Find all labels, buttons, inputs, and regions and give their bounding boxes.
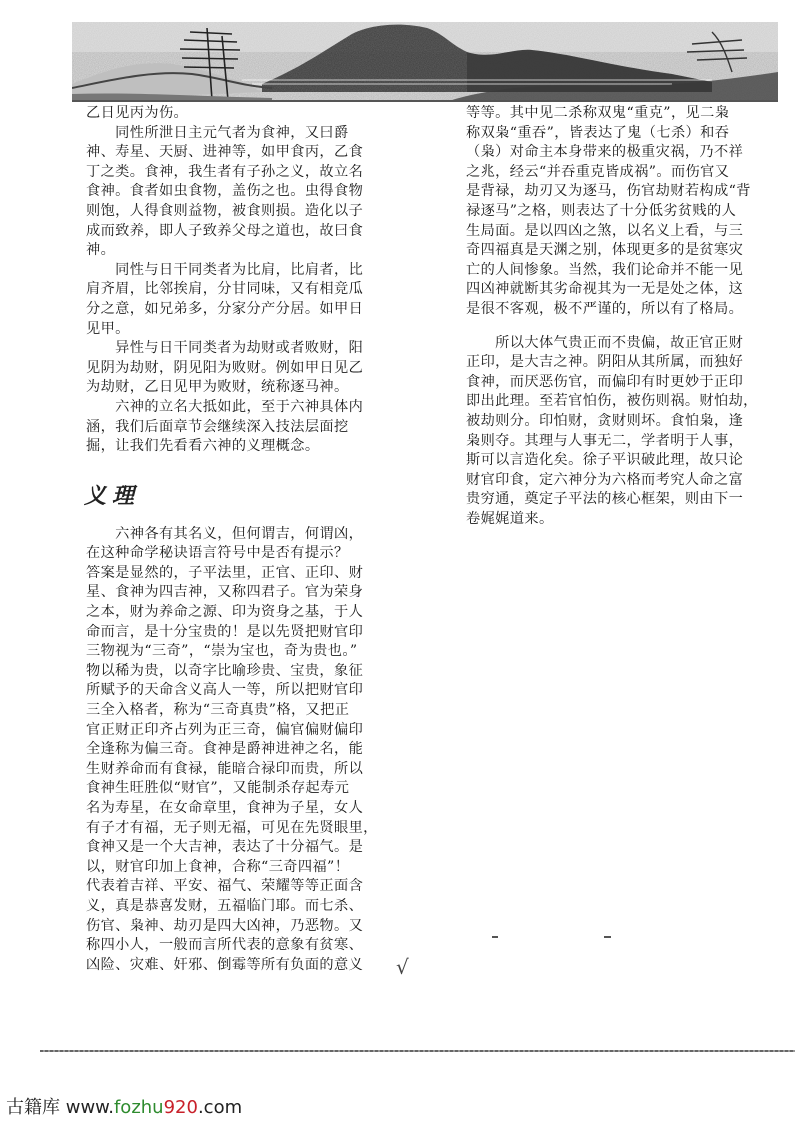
left-paragraphs-after-heading [86, 525, 382, 976]
text-line: 在这种命学秘诀语言符号中是否有提示？ [86, 545, 349, 562]
text-line: 神。 [86, 242, 116, 259]
text-line: 代表着吉祥、平安、福气、荣耀等等正面含 [86, 878, 364, 895]
text-line: 掘，让我们先看看六神的义理概念。 [86, 438, 320, 455]
bottom-rule-divider [40, 1050, 795, 1052]
text-line: 即出此理。至若官怕伤，被伤则祸。财怕劫， [466, 393, 758, 410]
text-line: 涵，我们后面章节会继续深入技法层面挖 [86, 418, 349, 435]
text-line: 等等。其中见二杀称双鬼“重克”，见二枭 [466, 105, 730, 121]
scan-speck [604, 936, 611, 938]
scan-speck [492, 936, 498, 938]
text-line: 三全入格者，称为“三奇真贵”格，又把正 [86, 702, 350, 719]
paragraph [466, 334, 776, 530]
text-line: 义，真是恭喜发财，五福临门耶。而七杀、 [86, 897, 364, 914]
text-line: 枭则夺。其理与人事无二，学者明于人事， [466, 432, 744, 449]
text-line: 被劫则分。印怕财，贪财则坏。食怕枭，逢 [466, 412, 744, 429]
text-line: 物以稀为贵，以奇字比喻珍贵、宝贵，象征 [86, 662, 364, 679]
footer-url[interactable] [66, 1097, 242, 1118]
text-line: 卷娓娓道来。 [466, 510, 554, 527]
text-line: 神、寿星、天厨、进神等，如甲食丙，乙食 [86, 144, 364, 161]
right-text-column [466, 104, 776, 529]
text-line: 见阴为劫财，阴见阳为败财。例如甲日见乙 [86, 359, 364, 376]
text-line: 星、食神为四吉神，又称四君子。官为荣身 [86, 584, 364, 601]
text-line: 是背禄，劫刃又为逐马，伤官劫财若构成“背 [466, 183, 751, 200]
text-line: 六神各有其名义，但何谓吉，何谓凶， [86, 525, 364, 542]
text-line: 所赋予的天命含义高人一等，所以把财官印 [86, 682, 364, 699]
text-line: 食神。食者如虫食物，盖伤之也。虫得食物 [86, 183, 364, 200]
paragraph [86, 124, 382, 261]
text-line: （枭）对命主本身带来的极重灾祸，乃不祥 [466, 144, 744, 161]
text-line: 见甲。 [86, 320, 130, 337]
text-line: 亡的人间惨象。当然，我们论命并不能一见 [466, 261, 744, 278]
text-line: 分之意，如兄弟多，分家分产分居。如甲日 [86, 300, 364, 317]
paragraph-spacer [466, 320, 776, 334]
footer-url-red-part: 920 [163, 1097, 198, 1118]
text-line: 异性与日干同类者为劫财或者败财，阳 [86, 340, 364, 357]
text-line: 是很不客观，极不严谨的，所以有了格局。 [466, 300, 744, 317]
text-line: 正印，是大吉之神。阴阳从其所属，而独好 [466, 354, 744, 371]
text-line: 四凶神就断其劣命视其为一无是处之体，这 [466, 281, 744, 298]
paragraph [86, 525, 382, 976]
left-text-column [86, 104, 382, 975]
text-line: 命而言，是十分宝贵的！是以先贤把财官印 [86, 623, 364, 640]
landscape-painting-illustration [72, 22, 778, 100]
footer-site-name: 古籍库 [6, 1097, 60, 1118]
text-line: 食神生旺胜似“财官”，又能制杀存起寿元 [86, 780, 350, 797]
left-paragraphs-before-heading [86, 104, 382, 457]
paragraph [86, 398, 382, 457]
text-line: 斯可以言造化矣。徐子平识破此理，故只论 [466, 452, 744, 469]
paragraph [466, 104, 776, 320]
text-line: 生局面。是以四凶之煞，以名义上看，与三 [466, 222, 744, 239]
text-line: 财官印食，定六神分为六格而考究人命之富 [466, 471, 744, 488]
text-line: 之本，财为养命之源、印为资身之基，于人 [86, 604, 364, 621]
footer-url-green-part: fozhu [113, 1097, 164, 1118]
text-line: 禄逐马”之格，则表达了十分低劣贫贱的人 [466, 202, 737, 219]
text-line: 有子才有福，无子则无福，可见在先贤眼里， [86, 819, 378, 836]
text-line: 食神，而厌恶伤官，而偏印有时更妙于正印 [466, 373, 744, 390]
paragraph [86, 339, 382, 398]
text-line: 肩齐眉，比邻挨肩，分甘同味，又有相竞瓜 [86, 281, 364, 298]
footer-url-suffix: .com [197, 1097, 243, 1118]
text-line: 答案是显然的，子平法里，正官、正印、财 [86, 564, 364, 581]
text-line: 食神又是一个大吉神，表达了十分福气。是 [86, 839, 364, 856]
text-line: 为劫财，乙日见甲为败财，统称逐马神。 [86, 379, 349, 396]
text-line: 称双枭“重吞”，皆表达了鬼（七杀）和吞 [466, 124, 730, 141]
text-line: 乙日见丙为伤。 [86, 105, 189, 121]
text-line: 贵穷通，奠定子平法的核心框架，则由下一 [466, 491, 744, 508]
text-line: 所以大体气贵正而不贵偏，故正官正财 [466, 334, 744, 351]
text-line: 伤官、枭神、劫刃是四大凶神，乃恶物。又 [86, 917, 364, 934]
text-line: 以，财官印加上食神，合称“三奇四福”！ [86, 858, 350, 875]
text-line: 三物视为“三奇”，“崇为宝也，奇为贵也。” [86, 643, 358, 660]
text-line: 凶险、灾难、奸邪、倒霉等所有负面的意义 [86, 956, 364, 973]
header-banner-landscape-image [72, 22, 778, 102]
text-line: 丁之类。食神，我生者有子孙之义，故立名 [86, 163, 364, 180]
text-line: 之兆，经云“并吞重克皆成祸”。而伤官又 [466, 163, 730, 180]
text-line: 同性与日干同类者为比肩，比肩者，比 [86, 261, 364, 278]
text-line: 生财养命而有食禄，能暗合禄印而贵，所以 [86, 760, 364, 777]
text-line: 成而致养，即人子致养父母之道也，故曰食 [86, 222, 364, 239]
handwritten-page-mark: √ [396, 955, 409, 979]
footer-url-prefix: www. [65, 1097, 114, 1118]
footer-watermark [6, 1093, 242, 1119]
text-line: 名为寿星，在女命章里，食神为子星，女人 [86, 800, 364, 816]
text-line: 称四小人，一般而言所代表的意象有贫寒、 [86, 937, 364, 954]
text-line: 全逢称为偏三奇。食神是爵神进神之名，能 [86, 741, 364, 758]
section-heading: 义理 [84, 482, 141, 509]
text-line: 奇四福真是天渊之别，体现更多的是贫寒灾 [466, 242, 744, 259]
text-line: 六神的立名大抵如此，至于六神具体内 [86, 398, 364, 415]
paragraph [86, 104, 382, 124]
text-line: 则饱，人得食则益物，被食则损。造化以子 [86, 202, 364, 219]
text-line: 同性所泄日主元气者为食神，又曰爵 [86, 124, 349, 141]
paragraph [86, 261, 382, 339]
text-line: 官正财正印齐占列为正三奇，偏官偏财偏印 [86, 721, 364, 738]
